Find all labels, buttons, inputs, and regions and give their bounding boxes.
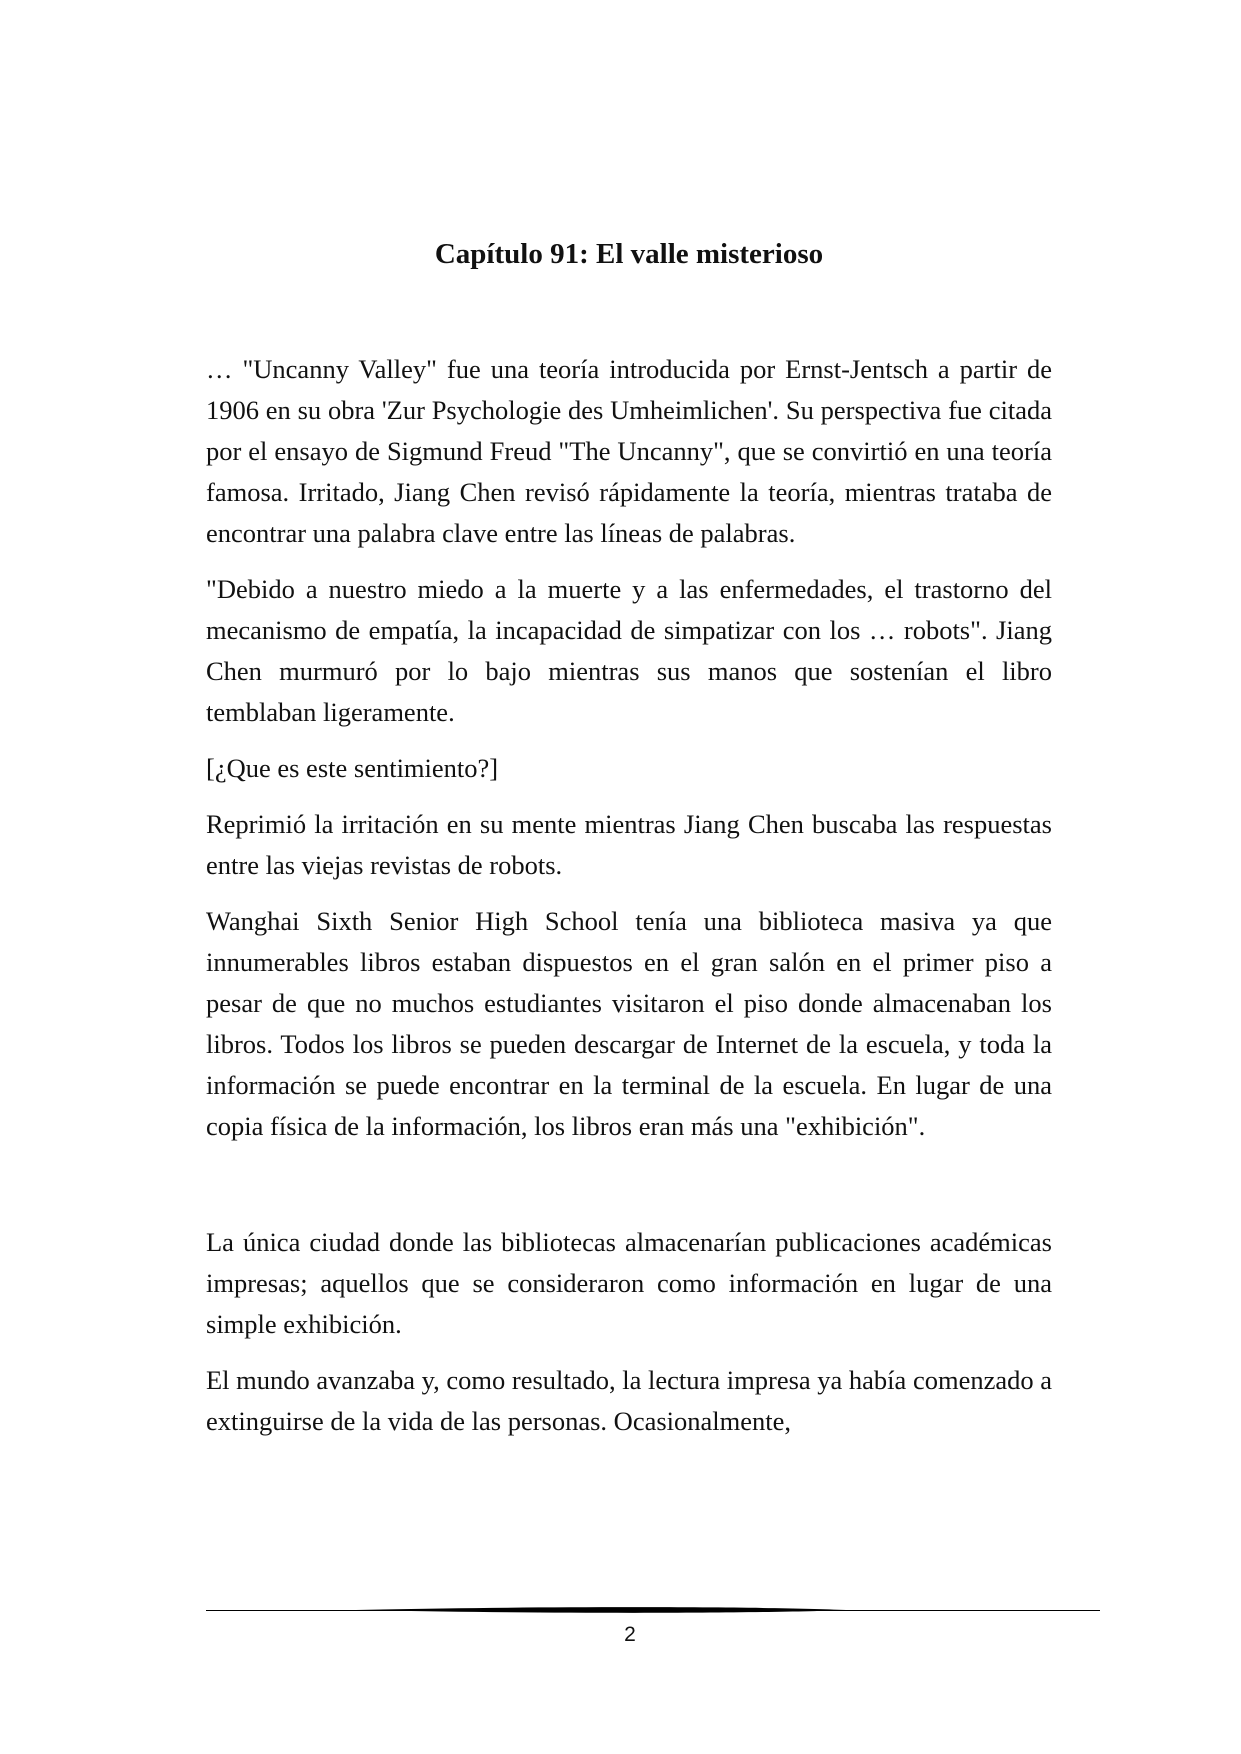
- paragraph-1: … "Uncanny Valley" fue una teoría introducida por Ernst-Jentsch a partir de 1906 en su obra 'Zur Psychologie des Umheimlichen'. Su perspectiva fue citada por el ensayo de Sigmund Freud "The Uncanny", que se convirtió en una teoría famosa. Irritado, Jiang Chen revisó rápidamente la teoría, mientras trataba de encontrar una palabra clave entre las líneas de palabras.: [206, 354, 1052, 548]
- paragraph-5: Wanghai Sixth Senior High School tenía una biblioteca masiva ya que innumerables libros estaban dispuestos en el gran salón en el primer piso a pesar de que no muchos estudiantes visitaron el piso donde almacenaban los libros. Todos los libros se pueden descargar de Internet de la escuela, y toda la información se puede encontrar en la terminal de la escuela. En lugar de una copia física de la información, los libros eran más una "exhibición".: [206, 906, 1052, 1141]
- chapter-body: [206, 349, 1052, 1457]
- page-number: 2: [624, 1623, 636, 1646]
- paragraph-4: Reprimió la irritación en su mente mientras Jiang Chen buscaba las respuestas entre las viejas revistas de robots.: [206, 809, 1052, 880]
- footer-divider: [206, 1604, 1100, 1616]
- paragraph-6: La única ciudad donde las bibliotecas almacenarían publicaciones académicas impresas; aquellos que se consideraron como información en lugar de una simple exhibición.: [206, 1227, 1052, 1339]
- paragraph-2: "Debido a nuestro miedo a la muerte y a las enfermedades, el trastorno del mecanismo de empatía, la incapacidad de simpatizar con los … robots". Jiang Chen murmuró por lo bajo mientras sus manos que sostenían el libro temblaban ligeramente.: [206, 574, 1052, 727]
- paragraph-7: El mundo avanzaba y, como resultado, la lectura impresa ya había comenzado a extinguirse de la vida de las personas. Ocasionalmente,: [206, 1365, 1052, 1436]
- paragraph-3: [¿Que es este sentimiento?]: [206, 753, 499, 783]
- chapter-title: Capítulo 91: El valle misterioso: [434, 238, 824, 270]
